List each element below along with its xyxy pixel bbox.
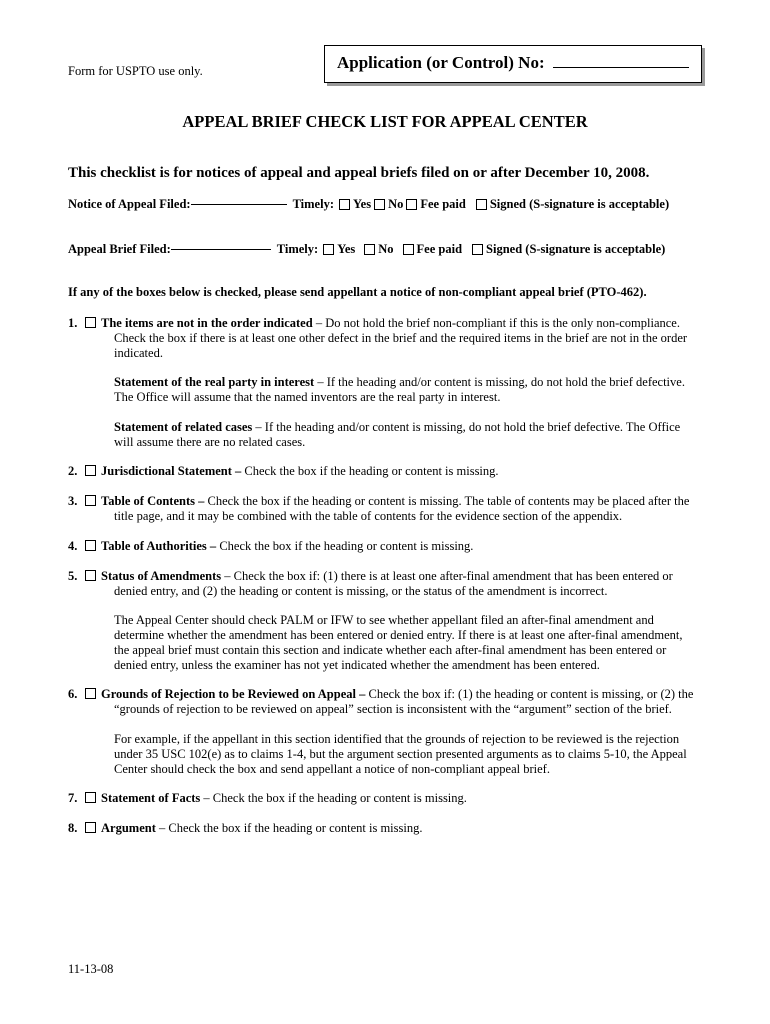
grounds-example-line1: For example, if the appellant in this section identified that the grounds of rejection to be reviewed is the rejection	[114, 732, 680, 746]
application-number-box	[324, 45, 702, 83]
real-party-paragraph	[114, 375, 704, 405]
item-3-checkbox[interactable]	[85, 495, 96, 506]
item-5-heading: Status of Amendments	[101, 569, 222, 583]
item-7-checkbox[interactable]	[85, 792, 96, 803]
item-number: 8.	[68, 821, 78, 835]
amendments-note-line2: determine whether the amendment has been entered or denied entry. If there is at least one after-final amendment,	[114, 628, 683, 642]
item-2-text	[101, 464, 711, 479]
appeal-brief-date-blank[interactable]	[171, 249, 271, 250]
item-3-heading: Table of Contents –	[101, 494, 205, 508]
amendments-note-paragraph	[114, 613, 704, 673]
notice-of-appeal-label: Notice of Appeal Filed:	[68, 197, 191, 211]
application-number-blank[interactable]	[553, 67, 689, 68]
notice-signed-label: Signed (S-signature is acceptable)	[489, 197, 670, 211]
item-2-heading: Jurisdictional Statement –	[101, 464, 242, 478]
item-number: 7.	[68, 791, 78, 805]
item-number: 3.	[68, 494, 78, 508]
application-number-label: Application (or Control) No:	[337, 53, 545, 72]
brief-fee-paid-checkbox[interactable]	[403, 244, 414, 255]
amendments-note-line4: denied entry, unless the examiner has not yet indicated whether the amendment has been entered.	[114, 658, 600, 672]
appeal-brief-row	[68, 242, 665, 257]
related-cases-line1: – If the heading and/or content is missing, do not hold the brief defective. The Office	[252, 420, 681, 434]
related-cases-paragraph	[114, 420, 704, 450]
grounds-example-line3: Center should check the box and send appellant a notice of non-compliant appeal brief.	[114, 762, 550, 776]
related-cases-line2: will assume there are no related cases.	[114, 435, 306, 449]
item-number: 1.	[68, 316, 78, 330]
brief-yes-label: Yes	[337, 242, 356, 256]
item-7-heading: Statement of Facts	[101, 791, 201, 805]
item-6-checkbox[interactable]	[85, 688, 96, 699]
item-4-checkbox[interactable]	[85, 540, 96, 551]
real-party-line2: The Office will assume that the named inventors are the real party in interest.	[114, 390, 501, 404]
item-8-heading: Argument	[101, 821, 156, 835]
item-1-heading: The items are not in the order indicated	[101, 316, 313, 330]
brief-signed-label: Signed (S-signature is acceptable)	[486, 242, 666, 256]
item-5-line1: – Check the box if: (1) there is at least one after-final amendment that has been entered or	[221, 569, 673, 583]
brief-timely-label: Timely:	[276, 242, 319, 256]
item-6-line1: Check the box if: (1) the heading or content is missing, or (2) the	[365, 687, 694, 701]
item-1-line3: indicated.	[114, 346, 163, 360]
item-8-text	[101, 821, 711, 836]
grounds-example-paragraph	[114, 732, 704, 777]
item-number: 2.	[68, 464, 78, 478]
notice-fee-paid-checkbox[interactable]	[406, 199, 417, 210]
form-title: APPEAL BRIEF CHECK LIST FOR APPEAL CENTER	[182, 112, 588, 131]
item-4-heading: Table of Authorities –	[101, 539, 217, 553]
item-7-text	[101, 791, 711, 806]
amendments-note-line3: the appeal brief must contain this section and indicate whether each after-final amendment has been entered or	[114, 643, 667, 657]
item-3-line2: title page, and it may be combined with the table of contents for the evidence section of the appendix.	[114, 509, 623, 523]
item-number: 5.	[68, 569, 78, 583]
notice-yes-checkbox[interactable]	[339, 199, 350, 210]
item-number: 4.	[68, 539, 78, 553]
form-revision-date: 11-13-08	[68, 962, 114, 976]
form-subtitle: This checklist is for notices of appeal and appeal briefs filed on or after December 10, 2008.	[68, 165, 650, 181]
amendments-note-line1: The Appeal Center should check PALM or IFW to see whether appellant filed an after-final amendment and	[114, 613, 654, 627]
item-number: 6.	[68, 687, 78, 701]
notice-of-appeal-date-blank[interactable]	[191, 204, 287, 205]
brief-no-checkbox[interactable]	[364, 244, 375, 255]
real-party-line1: – If the heading and/or content is missing, do not hold the brief defective.	[314, 375, 685, 389]
item-2-checkbox[interactable]	[85, 465, 96, 476]
item-8-checkbox[interactable]	[85, 822, 96, 833]
brief-yes-checkbox[interactable]	[323, 244, 334, 255]
brief-no-label: No	[378, 242, 394, 256]
item-4-text	[101, 539, 711, 554]
item-1-checkbox[interactable]	[85, 317, 96, 328]
item-6-heading: Grounds of Rejection to be Reviewed on Appeal –	[101, 687, 366, 701]
related-cases-heading: Statement of related cases	[114, 420, 253, 434]
item-6-line2: “grounds of rejection to be reviewed on appeal” section is inconsistent with the “argument” section of the brief.	[114, 702, 672, 716]
item-5-line2: denied entry, and (2) the heading or content is missing, or the status of the amendment is incorrect.	[114, 584, 608, 598]
brief-fee-paid-label: Fee paid	[416, 242, 463, 256]
instruction-text: If any of the boxes below is checked, please send appellant a notice of non-compliant appeal brief (PTO-462).	[68, 285, 647, 299]
item-6-text	[101, 687, 711, 702]
notice-signed-checkbox[interactable]	[476, 199, 487, 210]
item-4-line1: Check the box if the heading or content is missing.	[216, 539, 474, 553]
item-5-checkbox[interactable]	[85, 570, 96, 581]
usage-note: Form for USPTO use only.	[68, 64, 203, 78]
item-1-line1: – Do not hold the brief non-compliant if this is the only non-compliance.	[312, 316, 680, 330]
notice-of-appeal-row	[68, 197, 669, 212]
item-3-line1: Check the box if the heading or content is missing. The table of contents may be placed after the	[204, 494, 690, 508]
item-5-text	[101, 569, 711, 584]
item-8-line1: – Check the box if the heading or content is missing.	[155, 821, 423, 835]
brief-signed-checkbox[interactable]	[472, 244, 483, 255]
application-number-field[interactable]	[337, 53, 689, 73]
notice-yes-label: Yes	[353, 197, 372, 211]
real-party-heading: Statement of the real party in interest	[114, 375, 315, 389]
notice-timely-label: Timely:	[292, 197, 334, 211]
grounds-example-line2: under 35 USC 102(e) as to claims 1-4, but the argument section presented arguments as to claims 5-10, the Appeal	[114, 747, 687, 761]
item-2-line1: Check the box if the heading or content is missing.	[241, 464, 499, 478]
appeal-brief-label: Appeal Brief Filed:	[68, 242, 171, 256]
item-1-text	[101, 316, 711, 331]
notice-fee-paid-label: Fee paid	[420, 197, 466, 211]
item-7-line1: – Check the box if the heading or content is missing.	[200, 791, 467, 805]
notice-no-checkbox[interactable]	[374, 199, 385, 210]
item-3-text	[101, 494, 711, 509]
item-1-line2: Check the box if there is at least one other defect in the brief and the required items in the brief are not in the order	[114, 331, 688, 345]
notice-no-label: No	[388, 197, 404, 211]
